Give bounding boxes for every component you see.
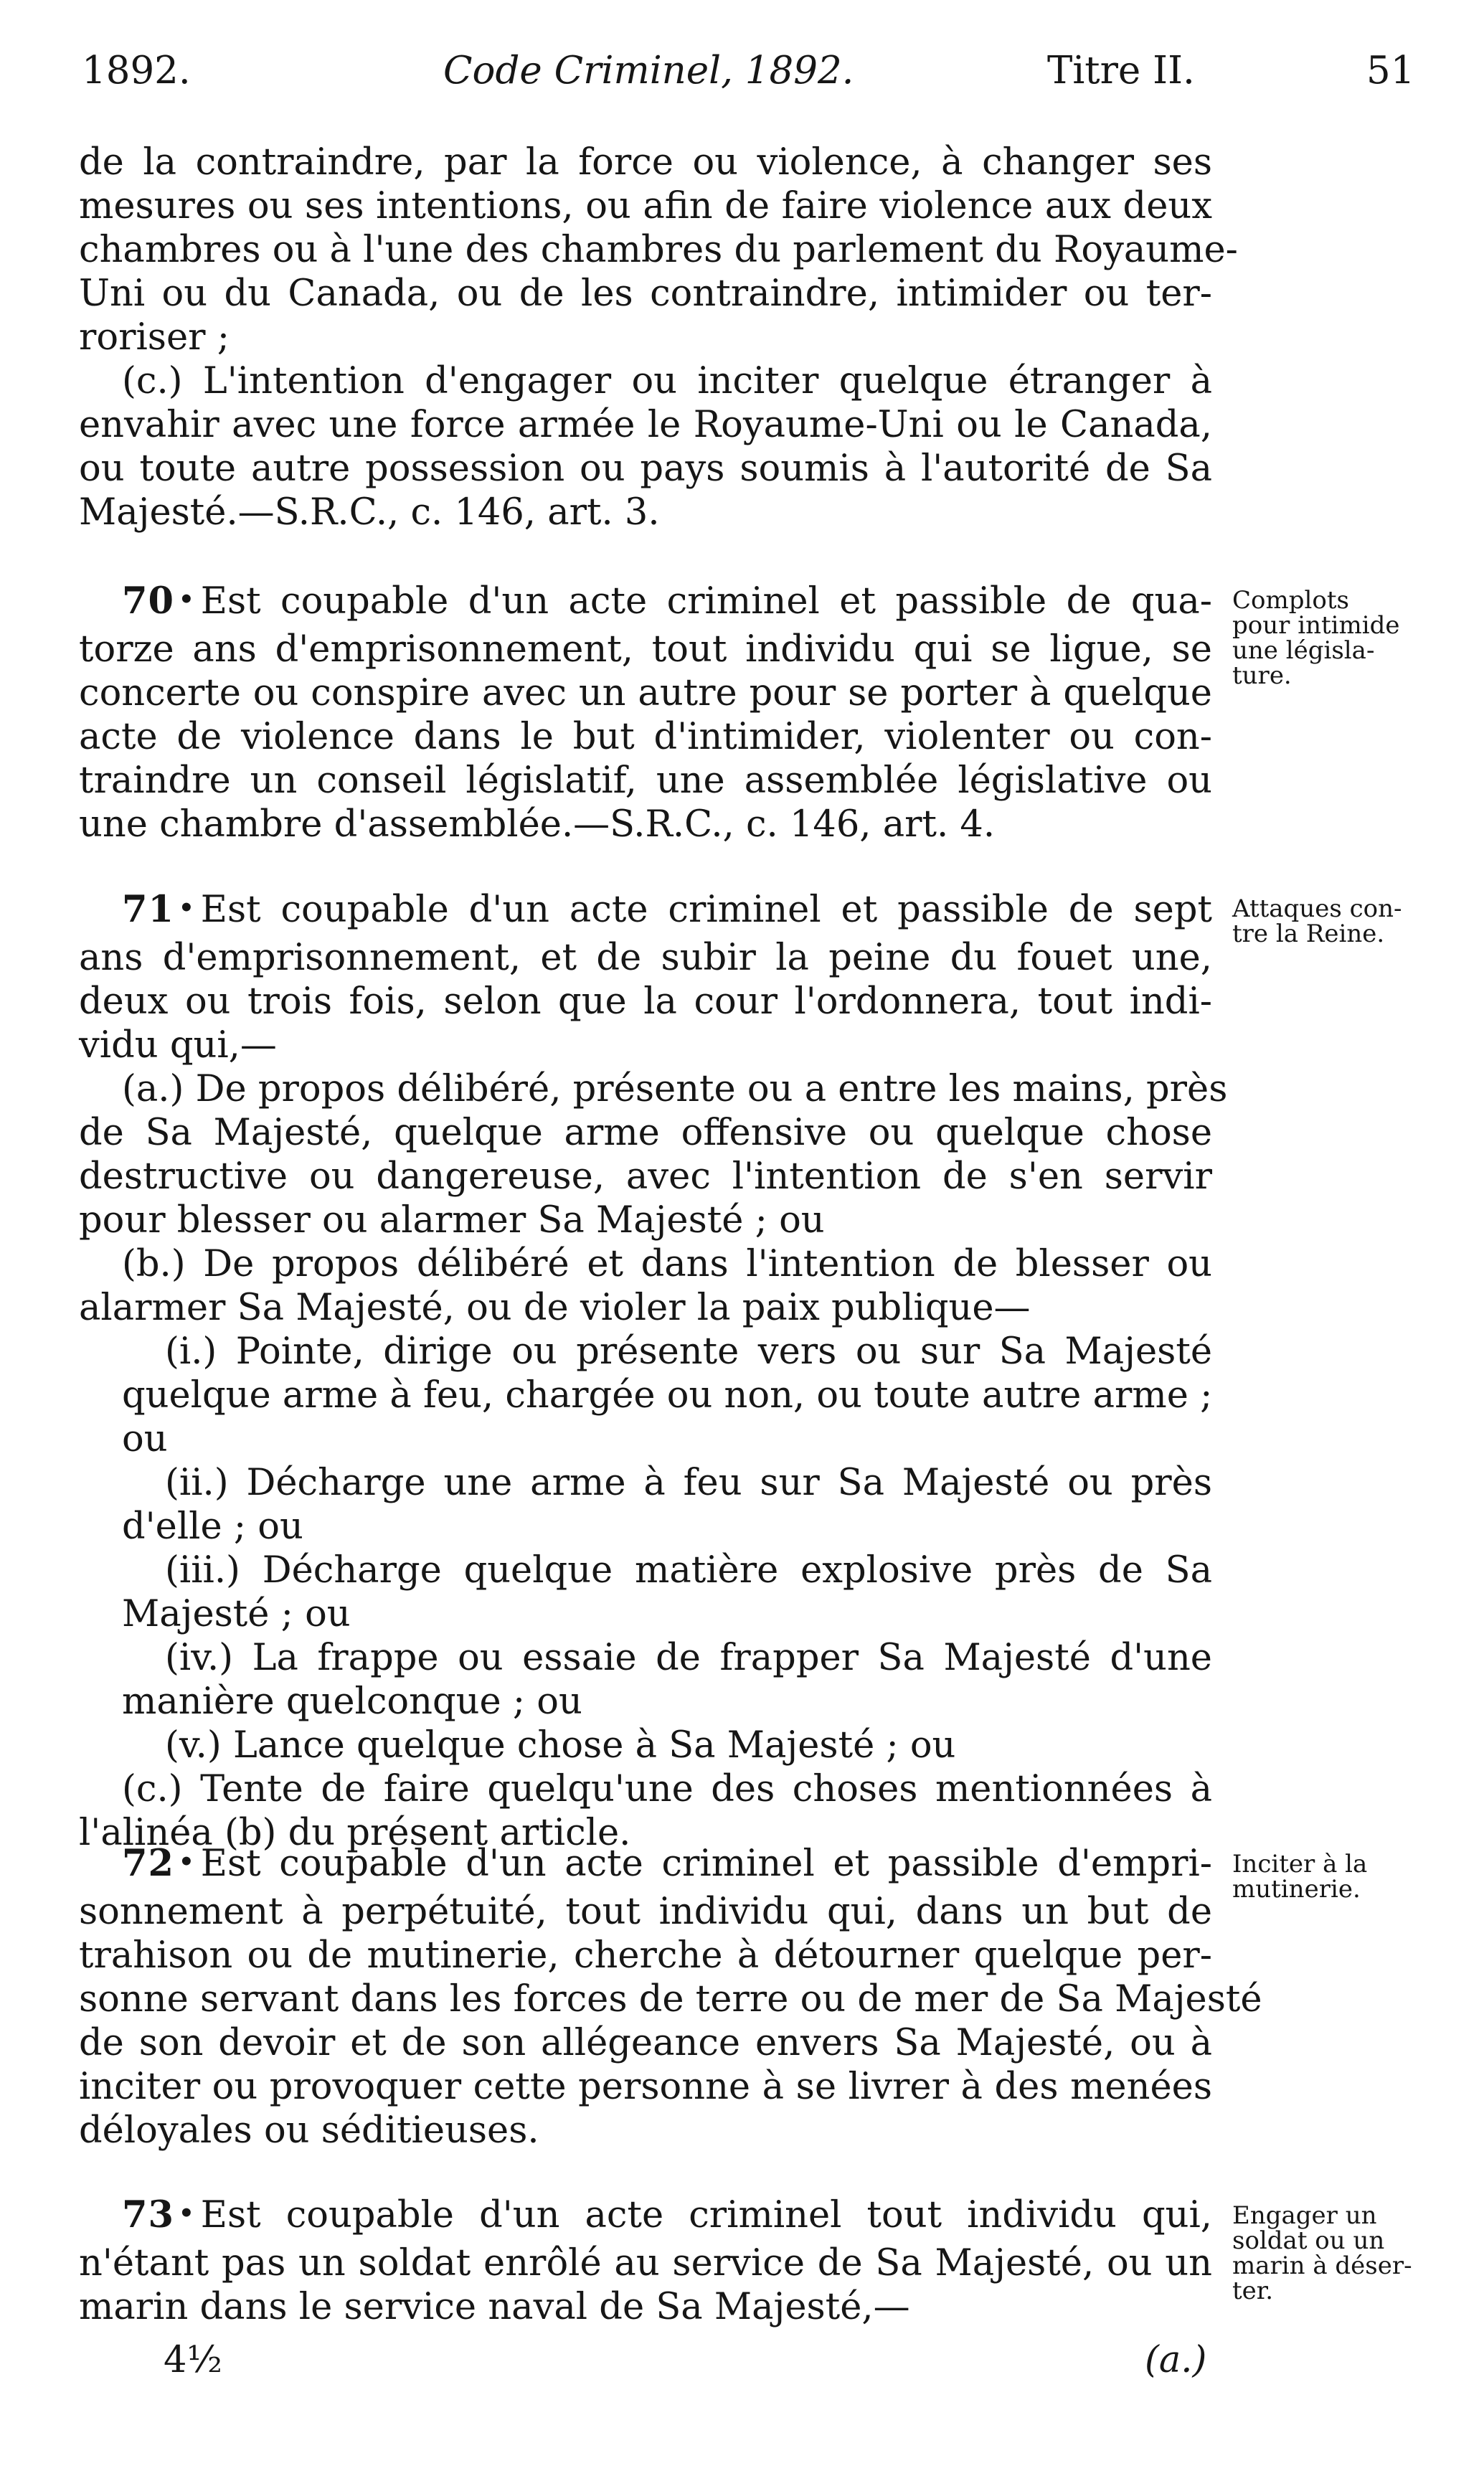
text-line: trahison ou de mutinerie, cherche à détourner quelque per- [79, 1934, 1212, 1977]
text-line: de la contraindre, par la force ou violence, à changer ses [79, 141, 1212, 184]
continuation-block [79, 141, 1238, 534]
clause-c-line: envahir avec une force armée le Royaume-Uni ou le Canada, [79, 404, 1212, 446]
subclause-i-line: (i.) Pointe, dirige ou présente vers ou sur Sa Majesté [165, 1331, 1212, 1373]
text-line: mesures ou ses intentions, ou afin de faire violence aux deux [79, 185, 1212, 227]
text-line: 70 • Est coupable d'un acte criminel et passible de qua- [79, 580, 1212, 628]
text-line: 73 • Est coupable d'un acte criminel tout individu qui, [79, 2193, 1212, 2241]
subclause-iii-line: (iii.) Décharge quelque matière explosive près de Sa [165, 1549, 1212, 1592]
subclause-i-line: quelque arme à feu, chargée ou non, ou toute autre arme ; [122, 1374, 1213, 1417]
margin-note-71: Attaques con- tre la Reine. [1232, 894, 1402, 948]
signature-mark: 4½ [164, 2339, 222, 2381]
text-line: déloyales ou séditieuses. [79, 2109, 539, 2152]
catchword: (a.) [1145, 2339, 1207, 2381]
section-70 [79, 580, 1212, 846]
subclause-i-line: ou [122, 1418, 168, 1460]
subclause-iv-line: manière quelconque ; ou [122, 1681, 582, 1723]
text-line: torze ans d'emprisonnement, tout individu qui se ligue, se [79, 628, 1212, 671]
text-line: chambres ou à l'une des chambres du parlement du Royaume- [79, 229, 1238, 271]
section-number: 73 • [122, 2193, 201, 2236]
text-line: 71 • Est coupable d'un acte criminel et passible de sept [79, 888, 1212, 936]
clause-c-line: (c.) Tente de faire quelqu'une des choses mentionnées à [122, 1768, 1212, 1810]
subclause-iv-line: (iv.) La frappe ou essaie de frapper Sa Majesté d'une [165, 1637, 1212, 1679]
subclause-v-line: (v.) Lance quelque chose à Sa Majesté ; ou [165, 1724, 956, 1767]
section-72 [79, 1842, 1262, 2152]
text-line: n'étant pas un soldat enrôlé au service de Sa Majesté, ou un [79, 2242, 1212, 2284]
section-number: 71 • [122, 888, 201, 931]
text-line: 72 • Est coupable d'un acte criminel et passible d'empri- [79, 1842, 1212, 1890]
clause-c-line: (c.) L'intention d'engager ou inciter quelque étranger à [122, 360, 1212, 402]
margin-note-70: Complots pour intimide une législa- ture. [1232, 586, 1400, 690]
text-line: deux ou trois fois, selon que la cour l'ordonnera, tout indi- [79, 980, 1212, 1023]
text-line: sonne servant dans les forces de terre ou de mer de Sa Majesté [79, 1978, 1262, 2021]
text-line: vidu qui,— [79, 1024, 277, 1067]
clause-a-line: destructive ou dangereuse, avec l'intention de s'en servir [79, 1156, 1212, 1198]
text-line: acte de violence dans le but d'intimider, violenter ou con- [79, 716, 1212, 758]
text-line: une chambre d'assemblée.—S.R.C., c. 146, art. 4. [79, 803, 996, 846]
text-line: traindre un conseil législatif, une assemblée législative ou [79, 760, 1212, 802]
clause-b-line: alarmer Sa Majesté, ou de violer la paix publique— [79, 1287, 1031, 1329]
clause-a-line: (a.) De propos délibéré, présente ou a entre les mains, près [122, 1068, 1228, 1110]
text-line: inciter ou provoquer cette personne à se livrer à des menées [79, 2066, 1212, 2108]
text-line: de son devoir et de son allégeance envers Sa Majesté, ou à [79, 2022, 1212, 2064]
margin-note-72: Inciter à la mutinerie. [1232, 1850, 1368, 1904]
text-line: ans d'emprisonnement, et de subir la peine du fouet une, [79, 937, 1212, 979]
clause-c-line: l'alinéa (b) du présent article. [79, 1812, 631, 1854]
text-line: sonnement à perpétuité, tout individu qui, dans un but de [79, 1891, 1212, 1933]
page-number: 51 [1366, 49, 1415, 93]
section-number: 72 • [122, 1842, 201, 1885]
clause-a-line: de Sa Majesté, quelque arme offensive ou quelque chose [79, 1112, 1212, 1154]
text-line: Uni ou du Canada, ou de les contraindre, intimider ou ter- [79, 273, 1212, 315]
margin-note-73: Engager un soldat ou un marin à déser- ter. [1232, 2201, 1412, 2305]
section-number: 70 • [122, 580, 201, 623]
header-year: 1892. [82, 49, 191, 93]
text-line: roriser ; [79, 316, 230, 359]
text-line: concerte ou conspire avec un autre pour se porter à quelque [79, 672, 1212, 714]
header-section: Titre II. [1047, 49, 1195, 93]
clause-b-line: (b.) De propos délibéré et dans l'intention de blesser ou [122, 1243, 1212, 1285]
section-71 [79, 888, 1228, 1855]
header-title: Code Criminel, 1892. [443, 49, 854, 93]
clause-a-line: pour blesser ou alarmer Sa Majesté ; ou [79, 1199, 825, 1242]
subclause-ii-line: d'elle ; ou [122, 1506, 303, 1548]
subclause-iii-line: Majesté ; ou [122, 1593, 351, 1635]
clause-c-line: Majesté.—S.R.C., c. 146, art. 3. [79, 491, 660, 534]
text-line: marin dans le service naval de Sa Majesté,— [79, 2286, 910, 2328]
clause-c-line: ou toute autre possession ou pays soumis à l'autorité de Sa [79, 448, 1212, 490]
section-73 [79, 2193, 1212, 2329]
subclause-ii-line: (ii.) Décharge une arme à feu sur Sa Majesté ou près [165, 1462, 1212, 1504]
